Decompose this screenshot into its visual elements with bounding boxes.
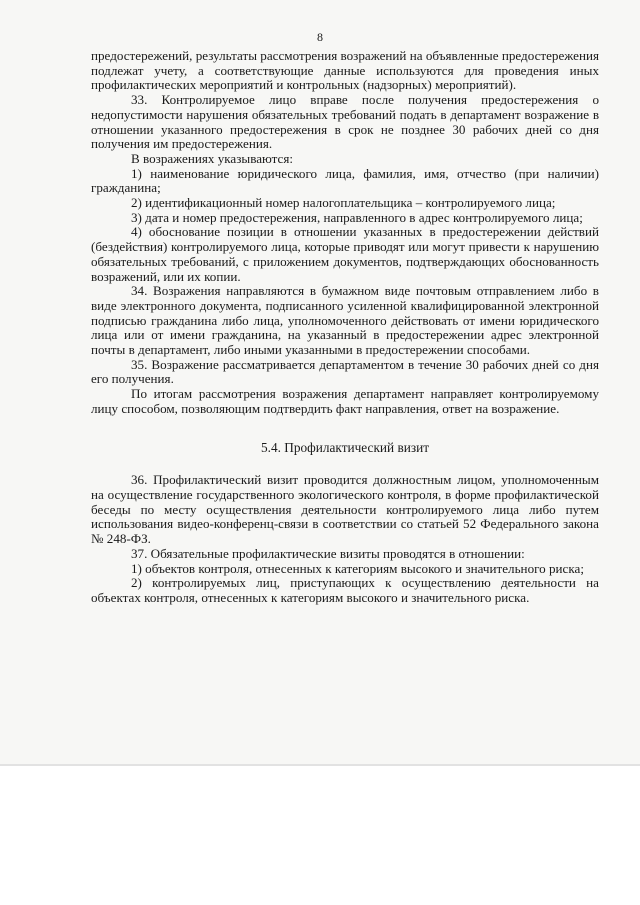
- paragraph: 1) наименование юридического лица, фамилия, имя, отчество (при наличии) гражданина;: [91, 165, 599, 196]
- paragraph: 2) идентификационный номер налогоплательщика – контролируемого лица;: [131, 195, 556, 211]
- paragraph: По итогам рассмотрения возражения департамент направляет контролируемому лицу способом, позволяющим подтвердить факт направления, ответ на возражение.: [91, 386, 599, 416]
- page-number: 8: [317, 30, 323, 44]
- paragraph: 35. Возражение рассматривается департаментом в течение 30 рабочих дней со дня его получения.: [91, 356, 599, 387]
- paragraph: 37. Обязательные профилактические визиты проводятся в отношении:: [131, 545, 525, 561]
- paragraph: 2) контролируемых лиц, приступающих к осуществлению деятельности на объектах контроля, отнесенных к категориям высокого и значительного риска.: [91, 575, 599, 605]
- paragraph: предостережений, результаты рассмотрения возражений на объявленные предостережения подлежат учету, а соответствующие данные используются для проведения иных профилактических мероприятий и контрольных (надзорных) мероприятий).: [91, 48, 599, 93]
- document-body: [91, 49, 599, 606]
- paragraph: 1) объектов контроля, отнесенных к категориям высокого и значительного риска;: [131, 560, 584, 576]
- page-edge: [0, 764, 640, 766]
- paragraph: 3) дата и номер предостережения, направленного в адрес контролируемого лица;: [131, 209, 583, 225]
- paragraph: В возражениях указываются:: [131, 150, 293, 166]
- paragraph: 36. Профилактический визит проводится должностным лицом, уполномоченным на осуществление государственного экологического контроля, в форме профилактической беседы по месту осуществления деятельности контролируемого лица либо путем использования видео-конференц-связи в соответствии со статьей 52 Федерального закона № 248-ФЗ.: [91, 472, 599, 547]
- section-heading: 5.4. Профилактический визит: [260, 439, 430, 455]
- paragraph: 33. Контролируемое лицо вправе после получения предостережения о недопустимости нарушения обязательных требований подать в департамент возражение в отношении указанного предостережения в срок не позднее 30 рабочих дней со дня получения им предостережения.: [91, 92, 599, 152]
- paragraph: 4) обоснование позиции в отношении указанных в предостережении действий (бездействия) контролируемого лица, которые приводят или могут привести к нарушению обязательных требований, с приложением документов, подтверждающих обоснованность возражений, или их копии.: [91, 224, 599, 284]
- paragraph: 34. Возражения направляются в бумажном виде почтовым отправлением либо в виде электронного документа, подписанного усиленной квалифицированной электронной подписью гражданина либо лица, уполномоченного действовать от имени юридического лица или от имени гражданина, на указанный в предостережении адрес электронной почты в департамент, либо иными указанными в предостережении способами.: [91, 283, 599, 358]
